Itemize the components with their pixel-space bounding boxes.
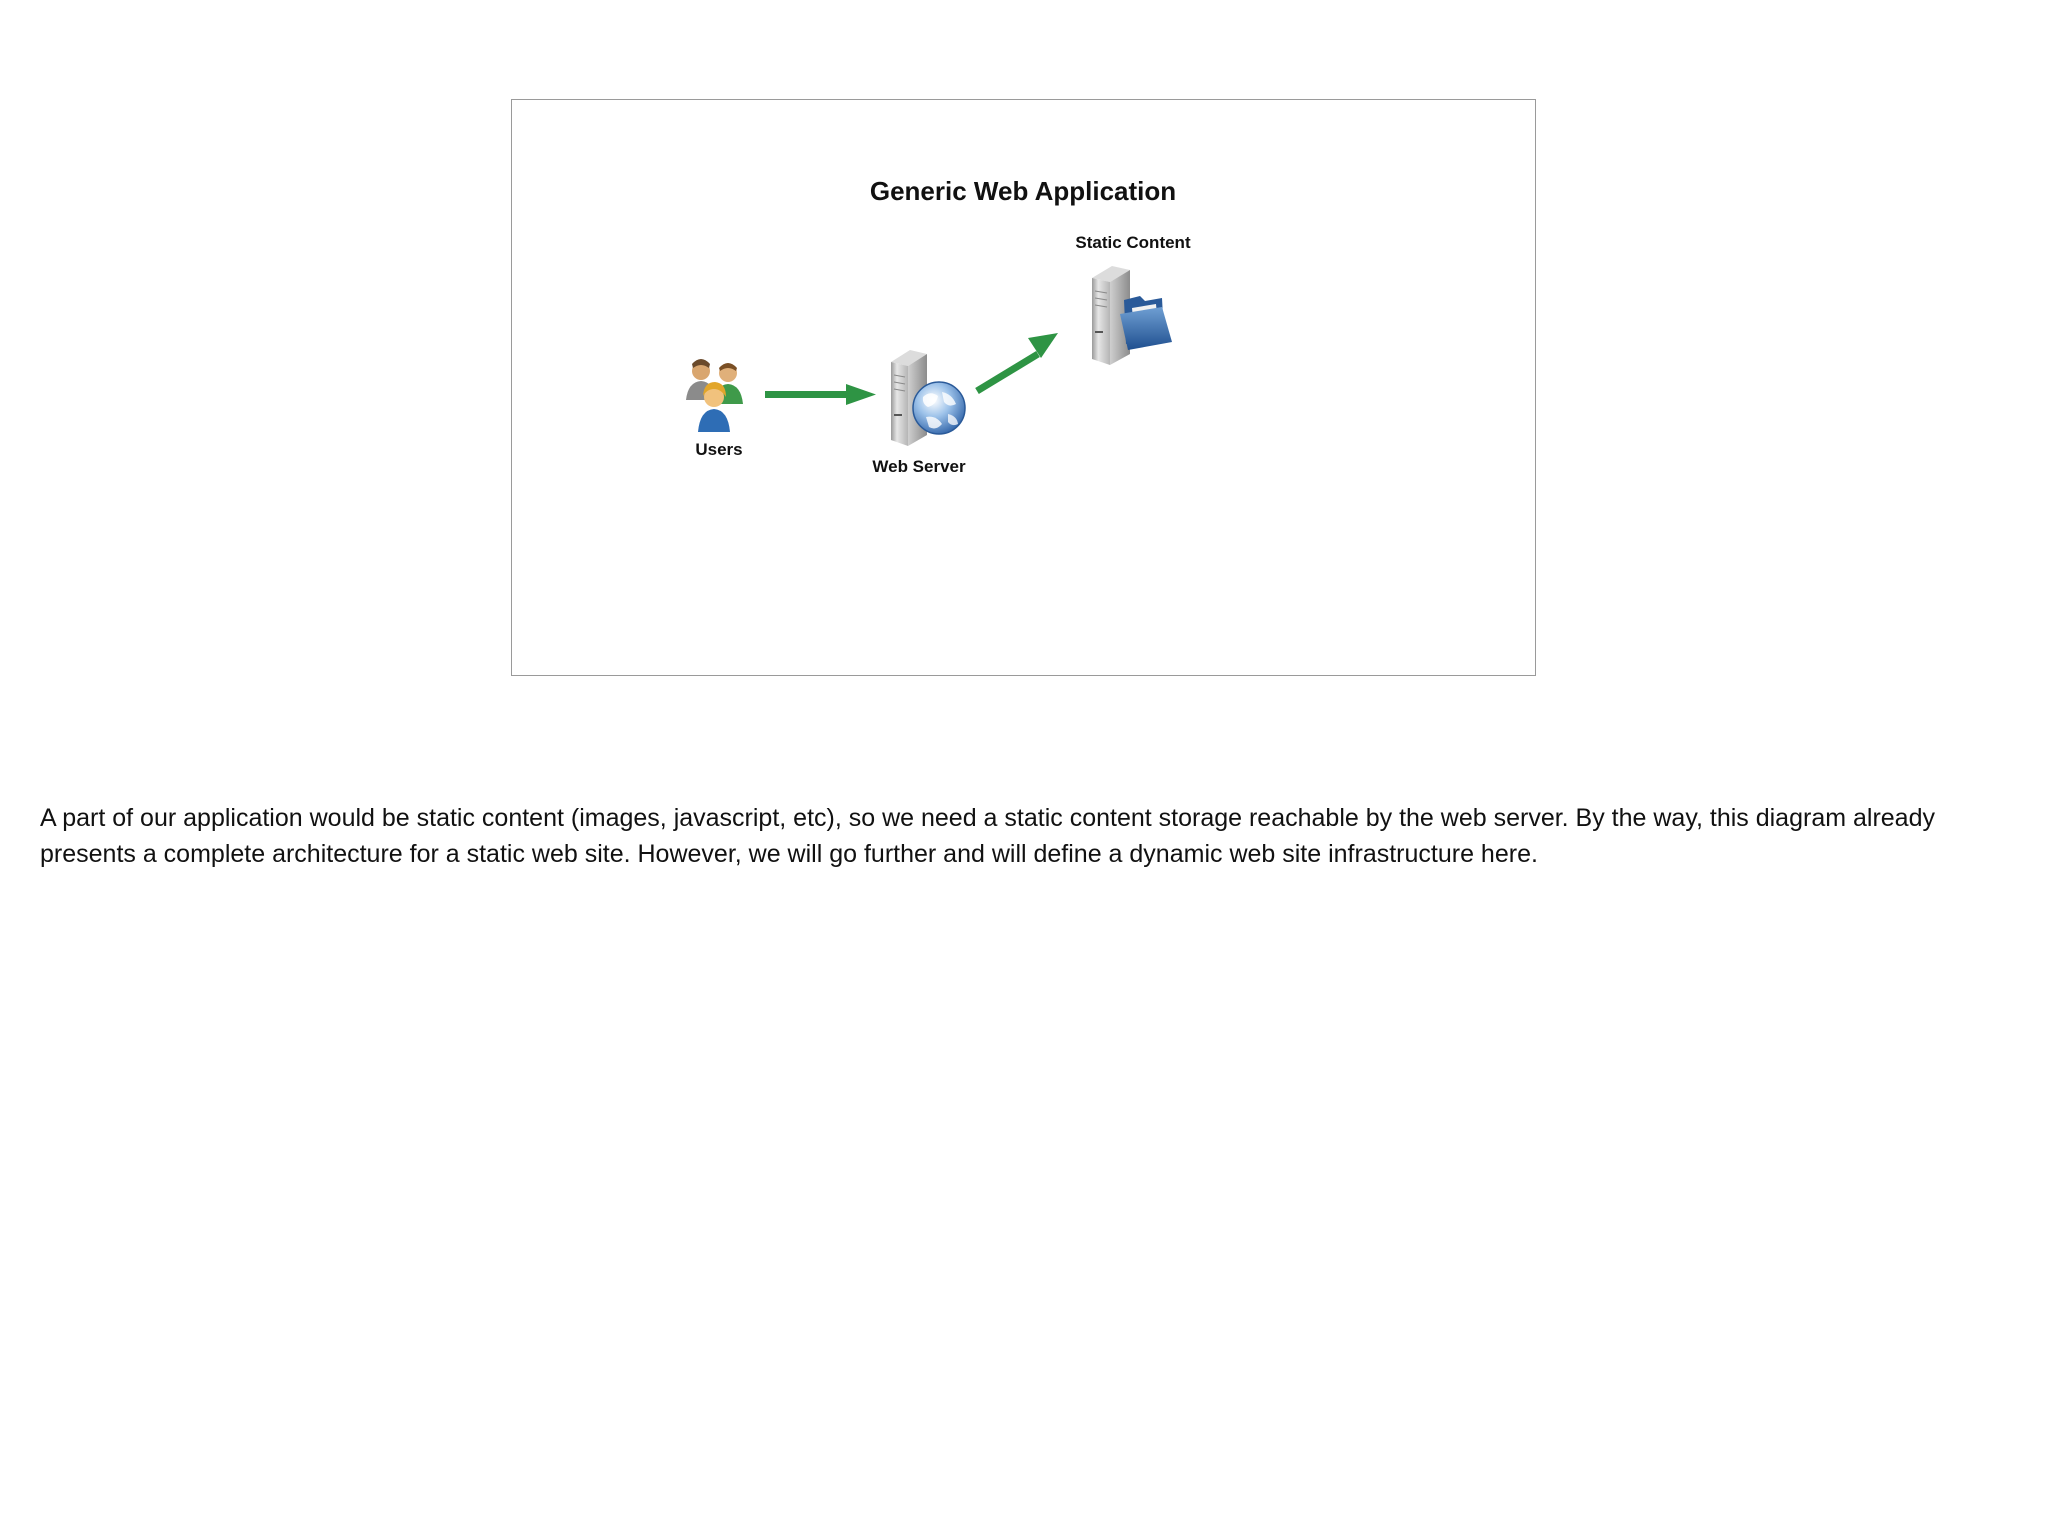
- folder-icon: [1120, 296, 1172, 350]
- users-label: Users: [695, 440, 743, 459]
- diagram-frame: [511, 99, 1536, 676]
- web-server-label: Web Server: [872, 457, 966, 476]
- arrow-web-server-to-static-content: [977, 333, 1058, 391]
- arrow-users-to-web-server: [765, 384, 876, 405]
- static-content-server-icon: [1092, 266, 1172, 365]
- users-icon: [686, 359, 743, 432]
- slide-notes-text: A part of our application would be static content (images, javascript, etc), so we need a static content storage reachable by the web server. By the way, this diagram already presents a complete architecture for a static web site. However, we will go further and will define a dynamic web site infrastructure here.: [40, 804, 1935, 868]
- diagram-title: Generic Web Application: [869, 176, 1177, 206]
- web-server-icon: [891, 350, 965, 446]
- static-content-label: Static Content: [1075, 233, 1191, 252]
